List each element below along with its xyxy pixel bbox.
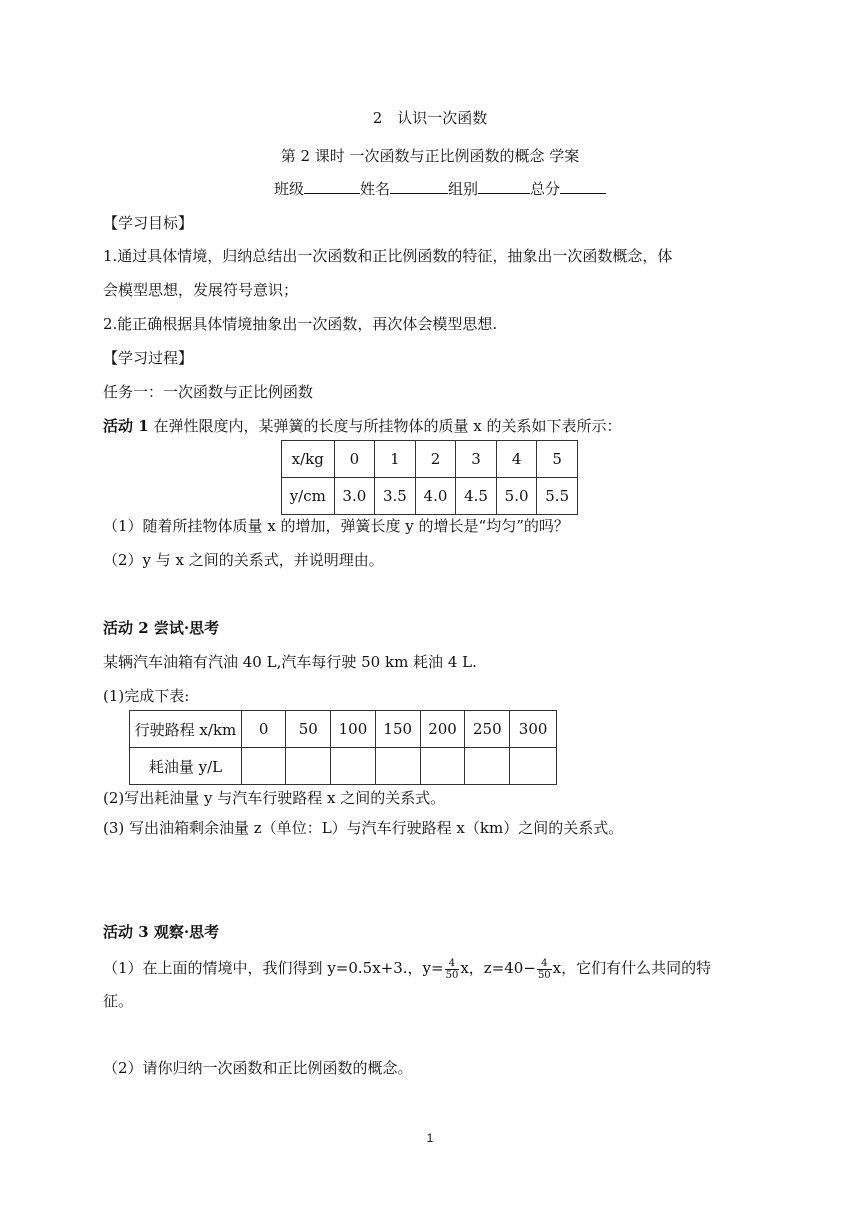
table-cell: 3.5 [375, 478, 416, 515]
group-label: 组别 [448, 180, 479, 198]
process-heading: 【学习过程】 [103, 349, 194, 367]
activity-1-intro [103, 416, 621, 436]
table-cell: 200 [420, 711, 465, 748]
answer-cell[interactable] [465, 748, 510, 785]
table-cell: 行驶路程 x/km [130, 711, 242, 748]
table-row [130, 748, 557, 785]
table-cell: 4.5 [456, 478, 497, 515]
table-cell: 2 [415, 441, 456, 478]
fuel-table [129, 710, 557, 785]
activity-3-question-1-line2: 征。 [103, 992, 134, 1010]
fraction-denominator: 50 [537, 969, 551, 981]
name-label: 姓名 [360, 180, 391, 198]
table-cell: 250 [465, 711, 510, 748]
table-cell: 50 [286, 711, 331, 748]
answer-cell[interactable] [286, 748, 331, 785]
answer-cell[interactable] [510, 748, 557, 785]
fraction-numerator: 4 [537, 958, 552, 970]
answer-cell[interactable] [420, 748, 465, 785]
document-subtitle: 第 2 课时 一次函数与正比例函数的概念 学案 [280, 147, 580, 165]
group-blank [478, 179, 530, 194]
answer-cell[interactable] [331, 748, 376, 785]
activity-2-question-1: (1)完成下表: [103, 687, 190, 705]
activity-2-label: 活动 2 尝试·思考 [103, 619, 220, 637]
objective-1-line2: 会模型思想，发展符号意识； [103, 281, 299, 299]
table-cell: 耗油量 y/L [130, 748, 242, 785]
class-label: 班级 [274, 180, 305, 198]
table-cell: 4 [496, 441, 537, 478]
table-cell: 150 [375, 711, 420, 748]
table-cell: 4.0 [415, 478, 456, 515]
objective-1-line1: 1.通过具体情境，归纳总结出一次函数和正比例函数的特征，抽象出一次函数概念，体 [103, 247, 673, 265]
table-cell: x/kg [282, 441, 335, 478]
document-title: 2 认识一次函数 [372, 109, 488, 127]
fraction-numerator: 4 [445, 958, 460, 970]
activity-2-text: 某辆汽车油箱有汽油 40 L,汽车每行驶 50 km 耗油 4 L. [103, 653, 477, 671]
table-cell: 300 [510, 711, 557, 748]
table-cell: 3 [456, 441, 497, 478]
activity-1-question-2: （2）y 与 x 之间的关系式，并说明理由。 [103, 551, 384, 569]
activity-3-question-1 [103, 956, 711, 981]
q1-text-end: ，它们有什么共同的特 [561, 959, 712, 977]
objectives-heading: 【学习目标】 [103, 214, 194, 232]
q1-separator: ，z=40− [468, 959, 536, 977]
table-cell: 0 [334, 441, 375, 478]
activity-2-question-3: (3) 写出油箱剩余油量 z（单位：L）与汽车行驶路程 x（km）之间的关系式。 [103, 819, 624, 837]
table-row [130, 711, 557, 748]
task-1-title: 任务一：一次函数与正比例函数 [103, 383, 314, 401]
table-row [282, 441, 578, 478]
activity-1-text: 在弹性限度内，某弹簧的长度与所挂物体的质量 x 的关系如下表所示： [153, 417, 622, 435]
fraction-4-over-50 [537, 958, 552, 981]
activity-3-label: 活动 3 观察·思考 [103, 923, 220, 941]
table-cell: 3.0 [334, 478, 375, 515]
spring-table [281, 440, 578, 515]
table-cell: 5.0 [496, 478, 537, 515]
class-blank [304, 179, 360, 194]
activity-3-question-2: （2）请你归纳一次函数和正比例函数的概念。 [103, 1059, 413, 1077]
answer-cell[interactable] [375, 748, 420, 785]
student-info-line [274, 179, 606, 199]
fraction-4-over-50 [445, 958, 460, 981]
q1-text-start: （1）在上面的情境中，我们得到 y=0.5x+3.，y= [103, 959, 444, 977]
answer-cell[interactable] [241, 748, 286, 785]
name-blank [390, 179, 448, 194]
table-row [282, 478, 578, 515]
activity-1-label: 活动 1 [103, 417, 149, 435]
table-cell: 5.5 [537, 478, 578, 515]
variable-x: x [552, 959, 562, 977]
score-blank [560, 179, 606, 194]
table-cell: 1 [375, 441, 416, 478]
objective-2: 2.能正确根据具体情境抽象出一次函数，再次体会模型思想. [103, 315, 498, 333]
variable-x: x [460, 959, 469, 977]
score-label: 总分 [530, 180, 561, 198]
table-cell: 5 [537, 441, 578, 478]
activity-1-question-1: （1）随着所挂物体质量 x 的增加，弹簧长度 y 的增长是“均匀”的吗？ [103, 517, 569, 535]
activity-2-question-2: (2)写出耗油量 y 与汽车行驶路程 x 之间的关系式。 [103, 789, 446, 807]
page-number: 1 [426, 1131, 434, 1145]
table-cell: 0 [241, 711, 286, 748]
table-cell: 100 [331, 711, 376, 748]
table-cell: y/cm [282, 478, 335, 515]
fraction-denominator: 50 [445, 969, 459, 981]
